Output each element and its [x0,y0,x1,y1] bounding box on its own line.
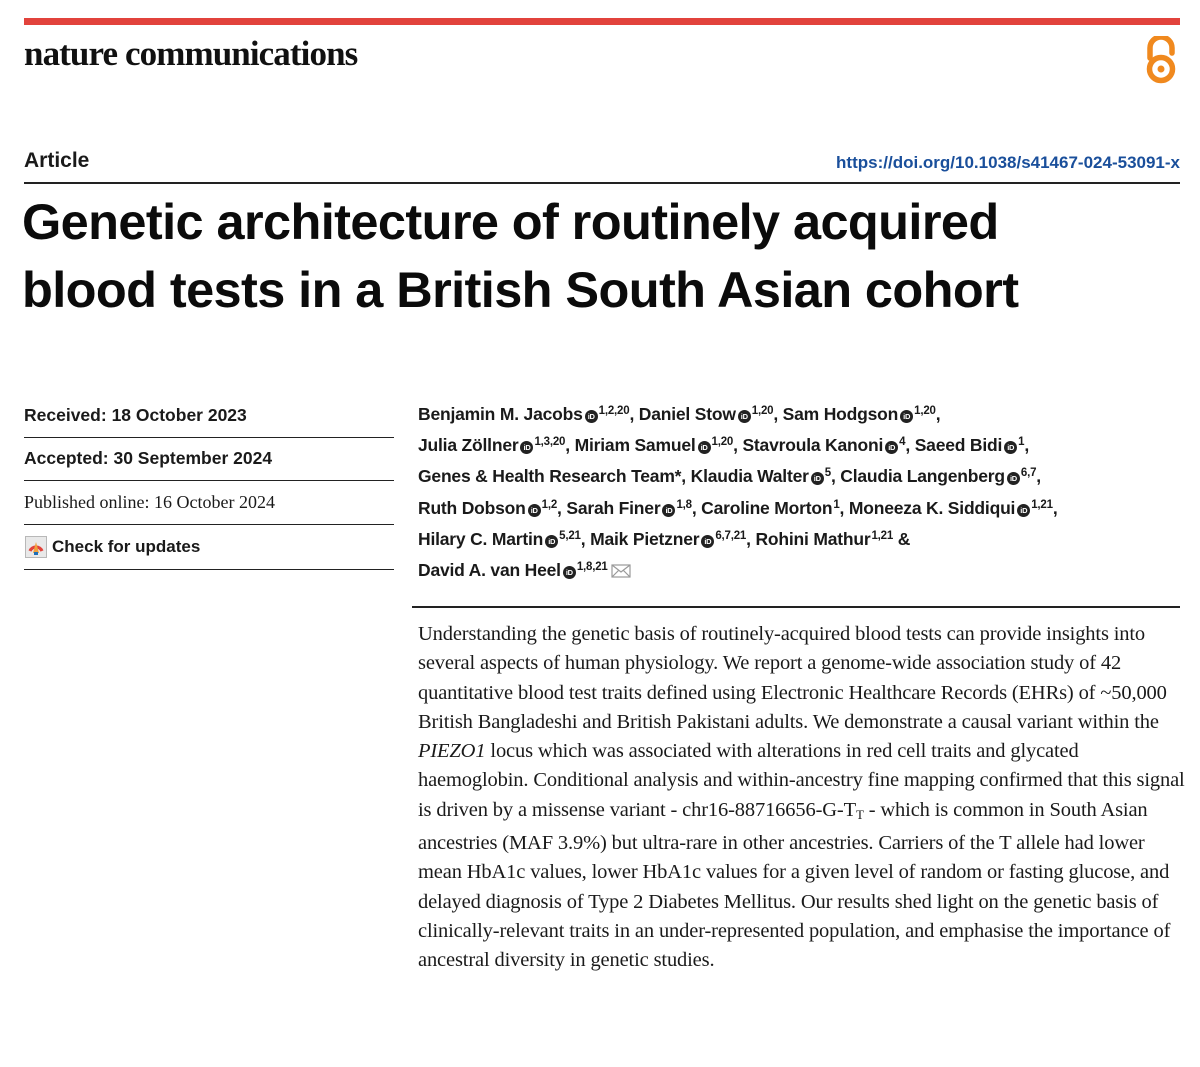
open-access-icon [1141,36,1181,84]
author-separator: , [629,404,639,424]
received-value: 18 October 2023 [111,404,247,425]
orcid-icon[interactable]: iD [1007,472,1020,485]
author-separator: , [691,497,702,518]
accepted-value: 30 September 2024 [113,448,273,469]
author-name[interactable]: Stavroula Kanoni [742,435,884,456]
author-name[interactable]: Claudia Langenberg [840,466,1005,487]
author-affiliation: 1,20 [711,436,734,449]
orcid-icon[interactable]: iD [900,410,913,423]
author-list [418,397,1188,584]
abstract [418,620,1186,976]
accepted-date [24,438,394,482]
author-name[interactable]: Daniel Stow [638,404,736,424]
author-separator: & [893,528,911,549]
abstract-part-2: locus which was associated with alterations in red cell traits and glycated haemoglobin. Conditional analysis and within-ancestry fine mapping confirmed that this signal is driven by a missense variant - chr16-88716656-G-T [418,740,1185,821]
check-updates-icon [25,536,47,558]
abstract-part-1: Understanding the genetic basis of routinely-acquired blood tests can provide insights into several aspects of human physiology. We report a genome-wide association study of 42 quantitative blood test traits defined using Electronic Healthcare Records (EHRs) of ~50,000 British Bangladeshi and British Pakistani adults. We demonstrate a causal variant within the [418,623,1167,733]
header-divider [24,182,1180,184]
orcid-icon[interactable]: iD [698,441,711,454]
author-affiliation: 1,21 [1031,498,1053,511]
author-separator: , [557,497,567,518]
author-affiliation: 1,3,20 [534,436,566,449]
published-date: Published online: 16 October 2024 [24,481,394,525]
author-separator: , [839,497,849,518]
received-date [24,394,394,438]
orcid-icon[interactable]: iD [520,441,533,454]
author-separator: , [935,404,941,424]
orcid-icon[interactable]: iD [585,410,598,423]
author-name[interactable]: Sarah Finer [566,497,661,518]
author-separator: , [746,528,756,549]
author-name[interactable]: Sam Hodgson [782,404,899,424]
author-name[interactable]: Rohini Mathur [755,528,871,549]
orcid-icon[interactable]: iD [662,504,675,517]
email-icon[interactable] [611,564,631,578]
orcid-icon[interactable]: iD [1004,441,1017,454]
author-affiliation: 6,7,21 [715,529,747,542]
accepted-label: Accepted: [24,448,109,469]
author-name[interactable]: David A. van Heel [418,560,561,581]
author-affiliation: 6,7 [1020,467,1037,480]
author-separator: , [1024,435,1030,456]
author-affiliation: 1 [833,498,840,511]
author-name[interactable]: Maik Pietzner [590,528,700,549]
article-dates [24,394,394,570]
author-separator: , [773,404,783,424]
journal-name: nature communications [24,34,358,73]
abstract-divider [412,606,1180,608]
abstract-gene: PIEZO1 [418,740,486,763]
author-separator: , [905,435,915,456]
check-updates-label: Check for updates [52,536,201,556]
author-separator: , [580,528,591,549]
author-affiliation: 4 [899,436,906,449]
author-affiliation: 1,2,20 [598,405,630,417]
author-name[interactable]: Genes & Health Research Team* [418,466,682,487]
title-line-1: Genetic architecture of routinely acquired [22,193,999,250]
author-name[interactable]: Benjamin M. Jacobs [418,404,583,424]
author-separator: , [681,466,691,487]
author-name[interactable]: Caroline Morton [701,497,833,518]
author-affiliation: 1,8,21 [576,561,608,574]
orcid-icon[interactable]: iD [545,535,558,548]
author-affiliation: 5,21 [559,529,581,542]
orcid-icon[interactable]: iD [701,535,714,548]
article-type: Article [24,149,90,172]
author-name[interactable]: Klaudia Walter [690,466,809,487]
author-affiliation: 1,20 [751,405,774,417]
received-label: Received: [24,404,107,425]
orcid-icon[interactable]: iD [528,504,541,517]
author-affiliation: 1,8 [676,498,692,511]
author-name[interactable]: Ruth Dobson [418,497,526,518]
author-affiliation: 1,20 [914,405,936,417]
abstract-subscript: T [855,806,864,822]
abstract-part-3: - which is common in South Asian ancestries (MAF 3.9%) but ultra-rare in other ancestries. Carriers of the T allele had lower mean HbA1c values, lower HbA1c values for a given level of random or fasting glucose, and delayed diagnosis of Type 2 Diabetes Mellitus. Our results shed light on the genetic basis of clinically-relevant traits in an under-represented population, and emphasise the importance of ancestral diversity in genetic studies. [418,798,1171,972]
orcid-icon[interactable]: iD [885,441,898,454]
author-separator: , [1052,497,1058,518]
article-title [22,188,1182,324]
author-separator: , [565,435,575,456]
author-affiliation: 5 [824,467,831,480]
orcid-icon[interactable]: iD [563,566,576,579]
author-name[interactable]: Saeed Bidi [914,435,1003,456]
author-affiliation: 1,21 [871,529,894,542]
author-separator: , [733,435,743,456]
author-separator: , [830,466,841,487]
author-separator: , [1036,466,1041,487]
orcid-icon[interactable]: iD [738,410,751,423]
orcid-icon[interactable]: iD [811,472,824,485]
check-for-updates-button[interactable] [24,525,394,570]
author-name[interactable]: Moneeza K. Siddiqui [848,497,1016,518]
orcid-icon[interactable]: iD [1017,504,1030,517]
author-name[interactable]: Julia Zöllner [418,435,519,456]
doi-link[interactable]: https://doi.org/10.1038/s41467-024-53091-x [836,153,1180,172]
header-accent-bar [24,18,1180,25]
title-line-2: blood tests in a British South Asian cohort [22,261,1019,318]
author-affiliation: 1,2 [541,498,558,511]
author-name[interactable]: Miriam Samuel [574,435,696,456]
author-name[interactable]: Hilary C. Martin [418,528,544,549]
author-affiliation: 1 [1018,436,1025,449]
